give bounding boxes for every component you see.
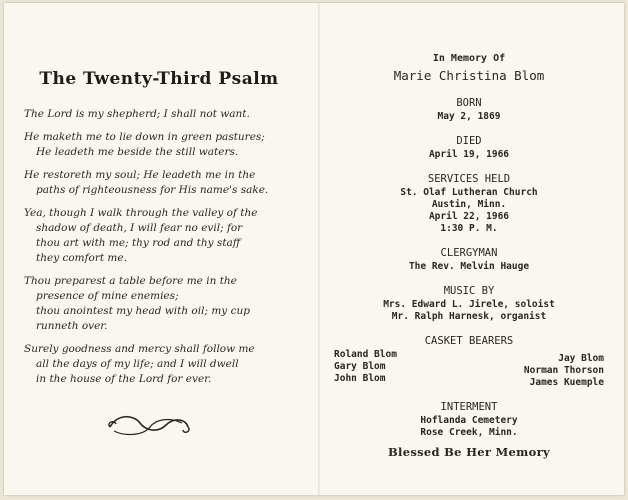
- bearer-name: John Blom: [334, 373, 386, 384]
- verse-line: all the days of my life; and I will dwell: [36, 358, 239, 370]
- verse-line: paths of righteousness for His name's sake.: [36, 184, 269, 196]
- verse-line: Surely goodness and mercy shall follow me: [24, 343, 255, 355]
- memorial-card: [4, 3, 624, 495]
- psalm-verse: [24, 206, 294, 266]
- born-section: [334, 97, 604, 123]
- verse-line: He maketh me to lie down in green pastures;: [24, 131, 265, 143]
- verse-line: He leadeth me beside the still waters.: [36, 146, 239, 158]
- services-line: Austin, Minn.: [431, 199, 507, 210]
- psalm-verse: [24, 274, 294, 334]
- bearers-column-left: [334, 349, 397, 389]
- psalm-title: The Twenty-Third Psalm: [39, 69, 279, 89]
- bearer-name: Gary Blom: [334, 361, 386, 372]
- closing-blessing: Blessed Be Her Memory: [388, 445, 550, 459]
- services-line: April 22, 1966: [428, 211, 510, 222]
- clergyman-section: [334, 247, 604, 273]
- died-label: DIED: [456, 135, 482, 147]
- verse-line: thou art with me; thy rod and thy staff: [36, 237, 241, 249]
- music-section: [334, 285, 604, 323]
- verse-line: shadow of death, I will fear no evil; for: [36, 222, 243, 234]
- center-fold: [318, 3, 320, 495]
- scroll-ornament-icon: [104, 407, 194, 441]
- verse-line: The Lord is my shepherd; I shall not want.: [24, 108, 250, 120]
- bearers-column-right: [524, 349, 604, 389]
- services-line: 1:30 P. M.: [440, 223, 498, 234]
- bearer-name: Jay Blom: [558, 353, 604, 364]
- verse-line: they comfort me.: [36, 252, 127, 264]
- died-date: April 19, 1966: [428, 149, 510, 160]
- psalm-panel: [24, 69, 294, 395]
- interment-line: Rose Creek, Minn.: [420, 427, 518, 438]
- memorial-panel: [334, 53, 604, 471]
- services-label: SERVICES HELD: [427, 173, 511, 185]
- bearer-name: Norman Thorson: [523, 365, 604, 376]
- verse-line: presence of mine enemies;: [36, 290, 179, 302]
- deceased-name: Marie Christina Blom: [393, 68, 545, 83]
- bearer-name: James Kuemple: [529, 377, 604, 388]
- clergyman-name: The Rev. Melvin Hauge: [408, 261, 530, 272]
- services-line: St. Olaf Lutheran Church: [400, 187, 538, 198]
- music-label: MUSIC BY: [443, 285, 495, 297]
- interment-label: INTERMENT: [440, 401, 498, 413]
- died-section: [334, 135, 604, 161]
- music-line: Mrs. Edward L. Jirele, soloist: [383, 299, 555, 310]
- verse-line: Thou preparest a table before me in the: [24, 275, 237, 287]
- verse-line: thou anointest my head with oil; my cup: [36, 305, 250, 317]
- psalm-verse: [24, 107, 294, 122]
- bearer-name: Roland Blom: [334, 349, 397, 360]
- verse-line: in the house of the Lord for ever.: [36, 373, 212, 385]
- interment-section: [334, 401, 604, 439]
- verse-line: Yea, though I walk through the valley of the: [24, 207, 258, 219]
- verse-line: runneth over.: [36, 320, 108, 332]
- psalm-verse: [24, 342, 294, 387]
- verse-line: He restoreth my soul; He leadeth me in the: [24, 169, 256, 181]
- born-label: BORN: [456, 97, 482, 109]
- interment-line: Hoflanda Cemetery: [420, 415, 518, 426]
- bearers-list: [334, 349, 604, 389]
- bearers-label: CASKET BEARERS: [424, 335, 514, 347]
- psalm-verse: [24, 168, 294, 198]
- born-date: May 2, 1869: [437, 111, 501, 122]
- memorial-heading: In Memory Of: [432, 53, 506, 64]
- clergyman-label: CLERGYMAN: [440, 247, 498, 259]
- psalm-verse: [24, 130, 294, 160]
- music-line: Mr. Ralph Harnesk, organist: [391, 311, 547, 322]
- bearers-section: [334, 335, 604, 389]
- services-section: [334, 173, 604, 235]
